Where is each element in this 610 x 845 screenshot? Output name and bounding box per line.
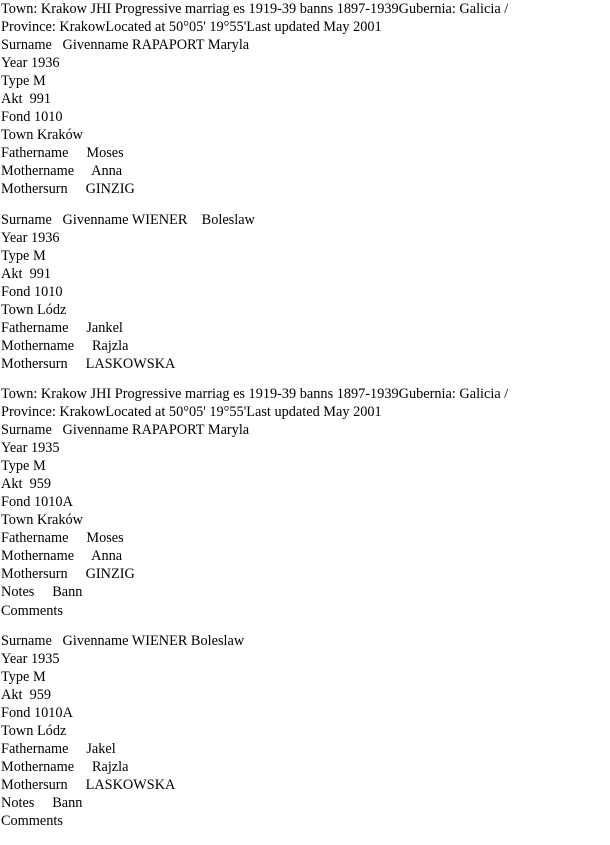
record-header-line: Province: KrakowLocated at 50°05' 19°55'Last updated May 2001	[1, 403, 382, 420]
field-separator	[68, 181, 86, 197]
field-label: Year	[1, 55, 28, 72]
record-spacer	[1, 620, 607, 632]
field-label: Akt	[1, 265, 23, 282]
record-name-line	[1, 421, 607, 439]
field-value: Lódz	[36, 301, 67, 318]
field-separator	[68, 320, 86, 336]
field-line	[1, 54, 607, 72]
field-line	[1, 650, 607, 668]
field-value: Moses	[86, 530, 124, 547]
field-separator	[34, 795, 52, 811]
field-line	[1, 475, 607, 493]
field-value: Rajzla	[91, 758, 129, 775]
field-line	[1, 758, 607, 776]
record-name-line	[1, 36, 607, 54]
record-header-line: Town: Krakow JHI Progressive marriag es 1919-39 banns 1897-1939Gubernia: Galicia /	[1, 1, 509, 17]
field-value: Kraków	[36, 127, 83, 144]
field-label: Type	[1, 668, 30, 685]
field-label: Mothersurn	[1, 355, 68, 372]
field-label: Type	[1, 458, 30, 475]
field-label: Fond	[1, 109, 31, 126]
document-body	[1, 0, 607, 830]
field-value: 1010A	[33, 704, 73, 721]
field-value: 1936	[30, 55, 60, 72]
field-value: M	[32, 458, 46, 475]
field-value: Anna	[91, 163, 123, 180]
field-value: Moses	[86, 145, 124, 162]
field-label: Town	[1, 301, 34, 318]
field-value: 1935	[30, 650, 60, 667]
field-separator	[34, 584, 52, 600]
field-line	[1, 247, 607, 265]
field-line	[1, 337, 607, 355]
field-line	[1, 144, 607, 162]
field-line	[1, 301, 607, 319]
field-line	[1, 565, 607, 583]
field-label: Comments	[1, 602, 63, 619]
field-line	[1, 722, 607, 740]
field-line	[1, 90, 607, 108]
field-separator	[74, 548, 91, 564]
field-label: Fathername	[1, 145, 69, 162]
field-label: Year	[1, 229, 28, 246]
name-value: RAPAPORT Maryla	[132, 37, 250, 54]
field-line	[1, 162, 607, 180]
field-value: GINZIG	[85, 181, 135, 198]
record-spacer	[1, 373, 607, 385]
field-line	[1, 72, 607, 90]
field-separator	[68, 566, 86, 582]
field-value: 1010A	[33, 494, 73, 511]
field-label: Fond	[1, 704, 31, 721]
field-line	[1, 668, 607, 686]
field-label: Mothername	[1, 337, 75, 354]
field-value: 959	[29, 686, 52, 703]
field-line	[1, 439, 607, 457]
field-line	[1, 547, 607, 565]
field-separator	[22, 266, 29, 282]
name-label: Surname Givenname	[1, 422, 129, 439]
record-name-line	[1, 632, 607, 650]
field-value: 1010	[33, 283, 63, 300]
field-label: Year	[1, 440, 28, 457]
field-separator	[68, 777, 86, 793]
record-header-line: Province: KrakowLocated at 50°05' 19°55'Last updated May 2001	[1, 19, 382, 36]
field-line	[1, 457, 607, 475]
field-label: Mothersurn	[1, 181, 68, 198]
field-label: Town	[1, 722, 34, 739]
field-label: Fathername	[1, 530, 69, 547]
field-value: Bann	[52, 584, 83, 601]
field-value: Bann	[52, 794, 83, 811]
field-label: Mothername	[1, 758, 75, 775]
name-label: Surname Givenname	[1, 632, 129, 649]
record-header-line: Town: Krakow JHI Progressive marriag es 1919-39 banns 1897-1939Gubernia: Galicia /	[1, 385, 509, 402]
name-label: Surname Givenname	[1, 211, 129, 228]
field-line	[1, 812, 607, 830]
field-line	[1, 686, 607, 704]
record-name-line	[1, 211, 607, 229]
field-value: M	[32, 668, 46, 685]
name-value: WIENER Boleslaw	[131, 211, 255, 228]
field-value: GINZIG	[85, 566, 135, 583]
field-value: M	[32, 73, 46, 90]
field-value: 1935	[30, 440, 60, 457]
field-label: Notes	[1, 584, 35, 601]
field-value: LASKOWSKA	[85, 355, 176, 372]
field-value: LASKOWSKA	[85, 776, 176, 793]
field-value: Anna	[91, 548, 123, 565]
field-line	[1, 511, 607, 529]
field-separator	[22, 476, 29, 492]
field-value: M	[32, 247, 46, 264]
field-line	[1, 265, 607, 283]
field-line	[1, 583, 607, 601]
field-value: Jakel	[86, 740, 116, 757]
name-value: RAPAPORT Maryla	[132, 422, 250, 439]
field-line	[1, 283, 607, 301]
field-value: 1936	[30, 229, 60, 246]
field-line	[1, 704, 607, 722]
field-line	[1, 319, 607, 337]
field-line	[1, 740, 607, 758]
field-line	[1, 776, 607, 794]
field-label: Akt	[1, 91, 23, 108]
field-label: Akt	[1, 476, 23, 493]
record-block	[1, 385, 607, 620]
field-line	[1, 180, 607, 198]
field-value: Kraków	[36, 512, 83, 529]
field-separator	[22, 687, 29, 703]
field-label: Town	[1, 127, 34, 144]
field-value: 991	[29, 91, 52, 108]
record-block	[1, 0, 607, 199]
field-label: Type	[1, 247, 30, 264]
field-value: 1010	[33, 109, 63, 126]
field-label: Notes	[1, 794, 35, 811]
field-separator	[22, 91, 29, 107]
field-value: Jankel	[86, 319, 123, 336]
field-separator	[68, 145, 86, 161]
field-separator	[74, 759, 92, 775]
field-separator	[68, 356, 86, 372]
record-block	[1, 632, 607, 831]
field-separator	[68, 530, 86, 546]
field-label: Fathername	[1, 740, 69, 757]
field-line	[1, 126, 607, 144]
name-value: WIENER Boleslaw	[131, 632, 245, 649]
field-label: Comments	[1, 813, 63, 830]
field-line	[1, 602, 607, 620]
field-label: Mothersurn	[1, 566, 68, 583]
field-label: Type	[1, 73, 30, 90]
field-value: Rajzla	[91, 337, 129, 354]
field-line	[1, 355, 607, 373]
field-line	[1, 108, 607, 126]
name-label: Surname Givenname	[1, 37, 129, 54]
field-label: Year	[1, 650, 28, 667]
field-line	[1, 794, 607, 812]
field-label: Mothername	[1, 548, 75, 565]
field-line	[1, 529, 607, 547]
field-value: Lódz	[36, 722, 67, 739]
field-label: Town	[1, 512, 34, 529]
field-separator	[74, 163, 91, 179]
field-label: Fathername	[1, 319, 69, 336]
field-value: 959	[29, 476, 52, 493]
field-label: Mothersurn	[1, 776, 68, 793]
field-value: 991	[29, 265, 52, 282]
field-separator	[74, 338, 92, 354]
field-label: Mothername	[1, 163, 75, 180]
record-spacer	[1, 199, 607, 211]
field-label: Akt	[1, 686, 23, 703]
field-separator	[68, 741, 86, 757]
record-block	[1, 211, 607, 373]
field-line	[1, 493, 607, 511]
field-line	[1, 229, 607, 247]
field-label: Fond	[1, 494, 31, 511]
field-label: Fond	[1, 283, 31, 300]
